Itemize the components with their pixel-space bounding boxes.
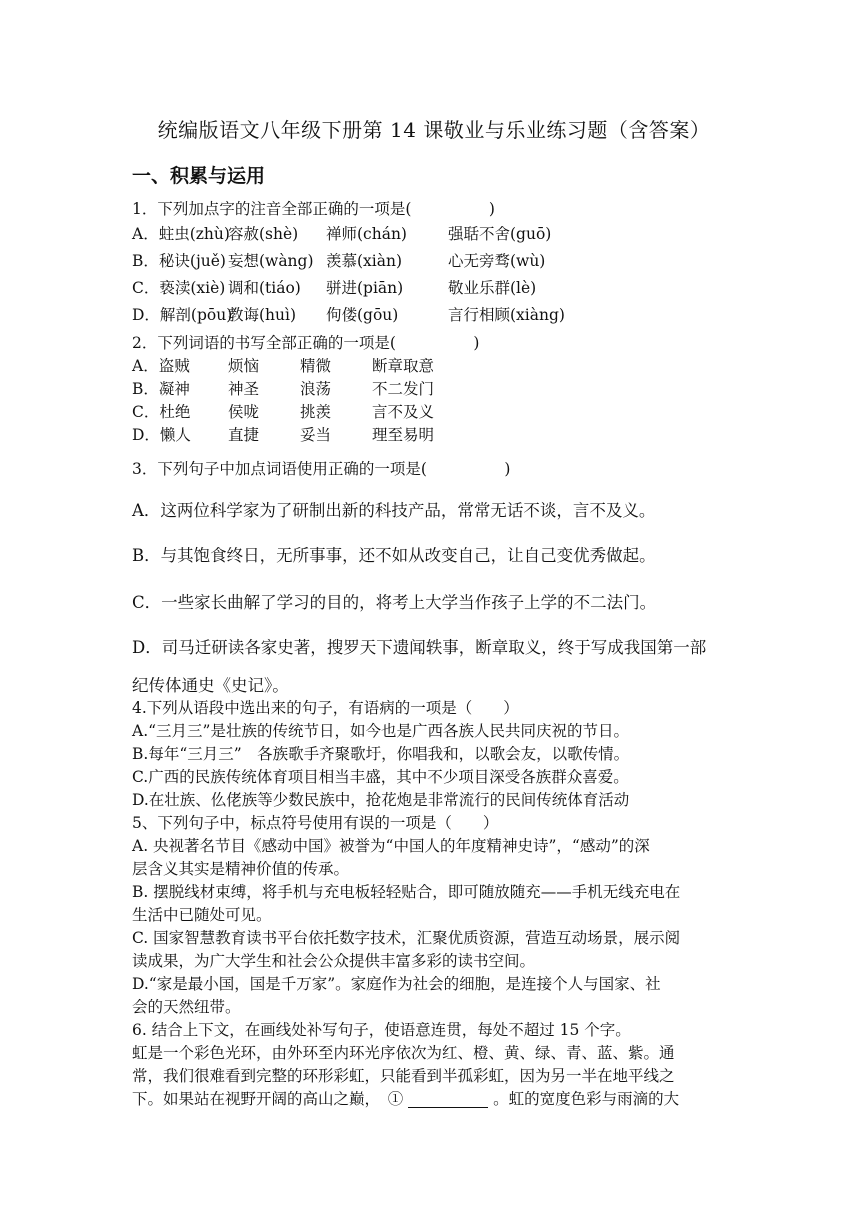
question-2-stem: 2．下列词语的书写全部正确的一项是( ): [132, 334, 480, 352]
question-6-passage-line2: 常，我们很难看到完整的环形彩虹，只能看到半孤彩虹，因为另一半在地平线之: [132, 1067, 675, 1085]
question-2-option-c: C．杜绝 侯咙 挑羡 言不及义: [132, 403, 435, 421]
question-5-option-c-line2: 读成果，为广大学生和社会公众提供丰富多彩的读书空间。: [132, 952, 536, 970]
question-4-option-b: B.每年“三月三” 各族歌手齐聚歌圩，你唱我和，以歌会友，以歌传情。: [132, 745, 630, 763]
question-4-option-d: D.在壮族、仫佬族等少数民族中，抢花炮是非常流行的民间传统体育活动: [132, 791, 630, 809]
question-1-option-b: B．秘诀(juě) 妄想(wàng) 羡慕(xiàn) 心无旁骛(wù): [132, 252, 546, 270]
question-3-option-d-line2: 纪传体通史《史记》。: [132, 676, 289, 695]
question-3-option-d-line1: D．司马迁研读各家史著，搜罗天下遗闻轶事，断章取义，终于写成我国第一部: [132, 638, 707, 657]
question-5-option-d-line1: D.“家是最小国，国是千万家”。家庭作为社会的细胞，是连接个人与国家、社: [132, 975, 661, 993]
question-3-option-b: B．与其饱食终日，无所事事，还不如从改变自己，让自己变优秀做起。: [132, 546, 656, 565]
question-4-option-c: C.广西的民族传统体育项目相当丰盛，其中不少项目深受各族群众喜爱。: [132, 768, 629, 786]
question-5-option-d-line2: 会的天然纽带。: [132, 998, 241, 1016]
question-5-option-b-line1: B. 摆脱线材束缚，将手机与充电板轻轻贴合，即可随放随充——手机无线充电在: [132, 883, 681, 901]
question-3-option-c: C．一些家长曲解了学习的目的，将考上大学当作孩子上学的不二法门。: [132, 593, 657, 612]
question-5-option-a-line1: A. 央视著名节目《感动中国》被誉为“中国人的年度精神史诗”，“感动”的深: [132, 837, 650, 855]
section-heading: 一、积累与运用: [132, 165, 266, 187]
question-6-passage-line3: 下。如果站在视野开阔的高山之巅， ① 。虹的宽度色彩与雨滴的大: [132, 1090, 680, 1108]
question-2-option-d: D．懒人 直捷 妥当 理至易明: [132, 426, 435, 444]
question-6-stem: 6. 结合上下文，在画线处补写句子，使语意连贯，每处不超过 15 个字。: [132, 1021, 631, 1039]
question-1-option-d: D．解剖(pōu)教诲(huì) 佝偻(gōu) 言行相顾(xiàng): [132, 306, 565, 324]
question-5-option-c-line1: C. 国家智慧教育读书平台依托数字技术，汇聚优质资源，营造互动场景，展示阅: [132, 929, 681, 947]
question-5-option-a-line2: 层含义其实是精神价值的传承。: [132, 860, 350, 878]
answer-blank-1[interactable]: [408, 1093, 488, 1108]
question-2-option-a: A．盗贼 烦恼 精微 断章取意: [132, 357, 435, 375]
question-4-stem: 4.下列从语段中选出来的句子，有语病的一项是（ ）: [132, 699, 519, 717]
question-5-stem: 5、下列句子中，标点符号使用有误的一项是（ ）: [132, 814, 499, 832]
question-3-option-a: A．这两位科学家为了研制出新的科技产品，常常无话不谈，言不及义。: [132, 501, 656, 520]
document-title: 统编版语文八年级下册第 14 课敬业与乐业练习题（含答案）: [157, 118, 711, 142]
question-1-stem: 1．下列加点字的注音全部正确的一项是( ): [132, 200, 495, 218]
question-3-stem: 3．下列句子中加点词语使用正确的一项是( ): [132, 460, 511, 478]
question-5-option-b-line2: 生活中已随处可见。: [132, 906, 272, 924]
question-2-option-b: B．凝神 神圣 浪荡 不二发门: [132, 380, 435, 398]
question-6-passage-line1: 虹是一个彩色光环，由外环至内环光序依次为红、橙、黄、绿、青、蓝、紫。通: [132, 1044, 675, 1062]
question-1-option-c: C．亵渎(xiè) 调和(tiáo) 骈进(piān) 敬业乐群(lè): [132, 279, 537, 297]
question-1-option-a: A．蛀虫(zhù)容赦(shè) 禅师(chán) 强聒不舍(guō): [132, 225, 552, 243]
question-4-option-a: A.“三月三”是壮族的传统节日，如今也是广西各族人民共同庆祝的节日。: [132, 722, 629, 740]
